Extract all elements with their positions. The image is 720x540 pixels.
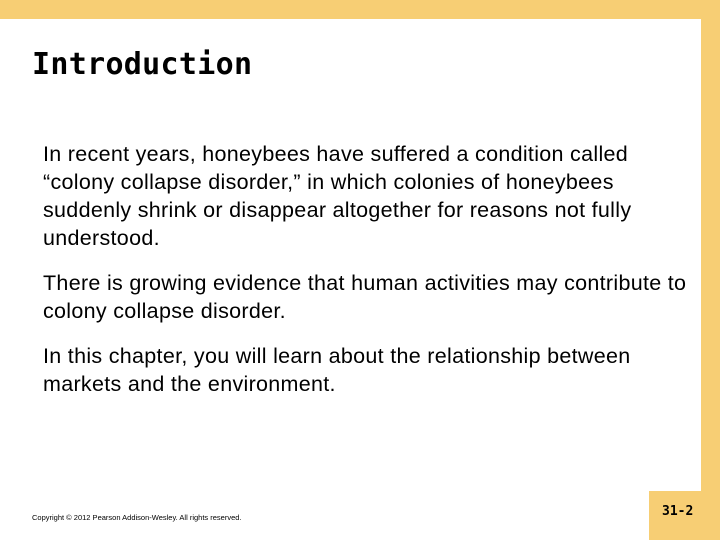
paragraph-human-activities: There is growing evidence that human activities may contribute to colony collapse disorder. (43, 271, 687, 323)
slide-body (43, 140, 693, 415)
paragraph-colony-collapse: In recent years, honeybees have suffered a condition called “colony collapse disorder,” in which colonies of honeybees suddenly shrink or disappear altogether for reasons not fully understood. (43, 142, 632, 250)
page-number: 31-2 (662, 504, 694, 519)
slide-title: Introduction (32, 47, 253, 82)
paragraph-chapter-overview: In this chapter, you will learn about the relationship between markets and the environment. (43, 344, 631, 396)
slide-frame-right-border (701, 0, 720, 540)
slide-frame-top-border (0, 0, 720, 19)
copyright-notice: Copyright © 2012 Pearson Addison-Wesley. All rights reserved. (32, 513, 242, 522)
